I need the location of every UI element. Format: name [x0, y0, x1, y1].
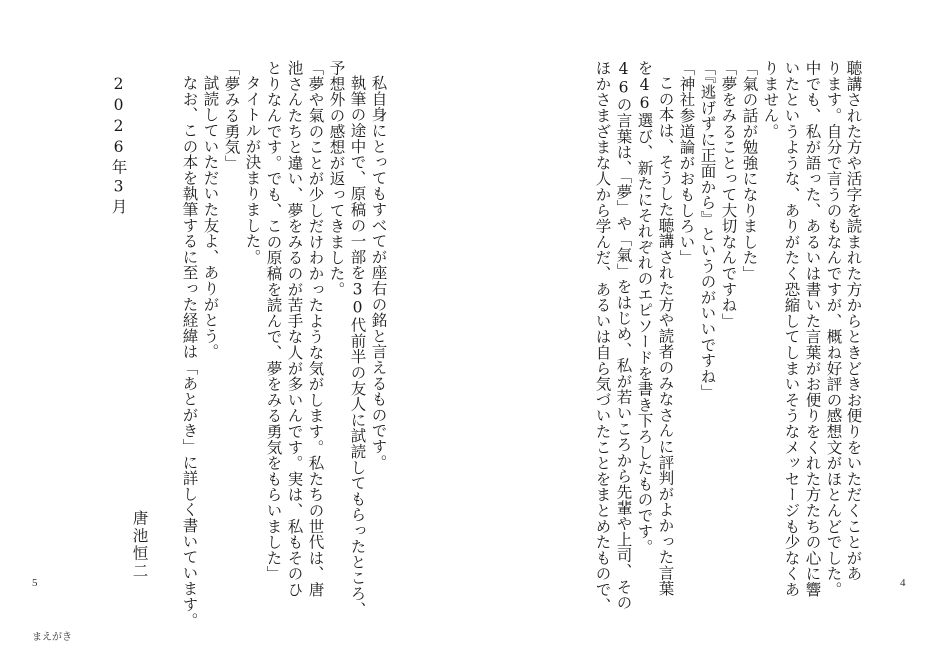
page-number: 4	[900, 577, 906, 589]
running-head: まえがき	[32, 632, 72, 643]
date-line: 2026年3月	[109, 75, 128, 217]
text-line: を46選び、新たにそれぞれのエピソードを書き下ろしたものです。	[635, 60, 654, 555]
text-line: 「夢をみることって大切なんですね」	[719, 60, 738, 329]
text-line: 「神社参道論がおもしろい」	[677, 60, 696, 266]
text-line: ります。自分で言うのもなんですが、概ね好評の感想文がほとんどでした。	[824, 60, 843, 598]
text-line: ほかさまざまな人から学んだ、あるいは自ら気づいたことをまとめたもので、	[593, 60, 612, 613]
text-line: 「夢や氣のことが少しだけわかったような気がします。私たちの世代は、唐	[306, 60, 325, 598]
text-line: 46の言葉は、「夢」や「氣」をはじめ、私が若いころから先輩や上司、その	[614, 60, 633, 611]
text-line: 執筆の途中で、原稿の一部を30代前半の友人に試読してもらったところ、	[348, 75, 367, 618]
text-line: タイトルが決まりました。	[243, 75, 262, 265]
text-line: 聴講された方や活字を読まれた方からときどきお便りをいただくことがあ	[844, 60, 863, 582]
text-line: 試読していただいた友よ、ありがとう。	[201, 75, 220, 360]
text-line: 予想外の感想が返ってきました。	[327, 60, 346, 297]
text-line: りません。	[761, 60, 780, 139]
text-line: 「夢みる勇気」	[222, 60, 241, 171]
text-line: 「氣の話が勉強になりました」	[740, 60, 759, 282]
author-signature: 唐池恒二	[130, 510, 149, 580]
page-number: 5	[32, 577, 38, 589]
text-line: なお、この本を執筆するに至った経緯は「あとがき」に詳しく書いています。	[180, 75, 199, 628]
text-line: 池さんたちと違い、夢をみるのが苦手な人が多いんです。実は、私もそのひ	[285, 60, 304, 598]
text-line: 中でも、私が語った、あるいは書いた言葉がお便りをくれた方たちの心に響	[803, 60, 822, 598]
text-line: いたというような、ありがたく恐縮してしまいそうなメッセージも少なくあ	[782, 60, 801, 598]
text-line: 私自身にとってもすべてが座右の銘と言えるものです。	[369, 75, 388, 470]
text-line: この本は、そうした聴講された方や読者のみなさんに評判がよかった言葉	[656, 75, 675, 597]
text-line: 「『逃げずに正面から』というのがいいですね」	[698, 60, 717, 400]
text-line: とりなんです。でも、この原稿を読んで、夢をみる勇気をもらいました」	[264, 60, 283, 582]
